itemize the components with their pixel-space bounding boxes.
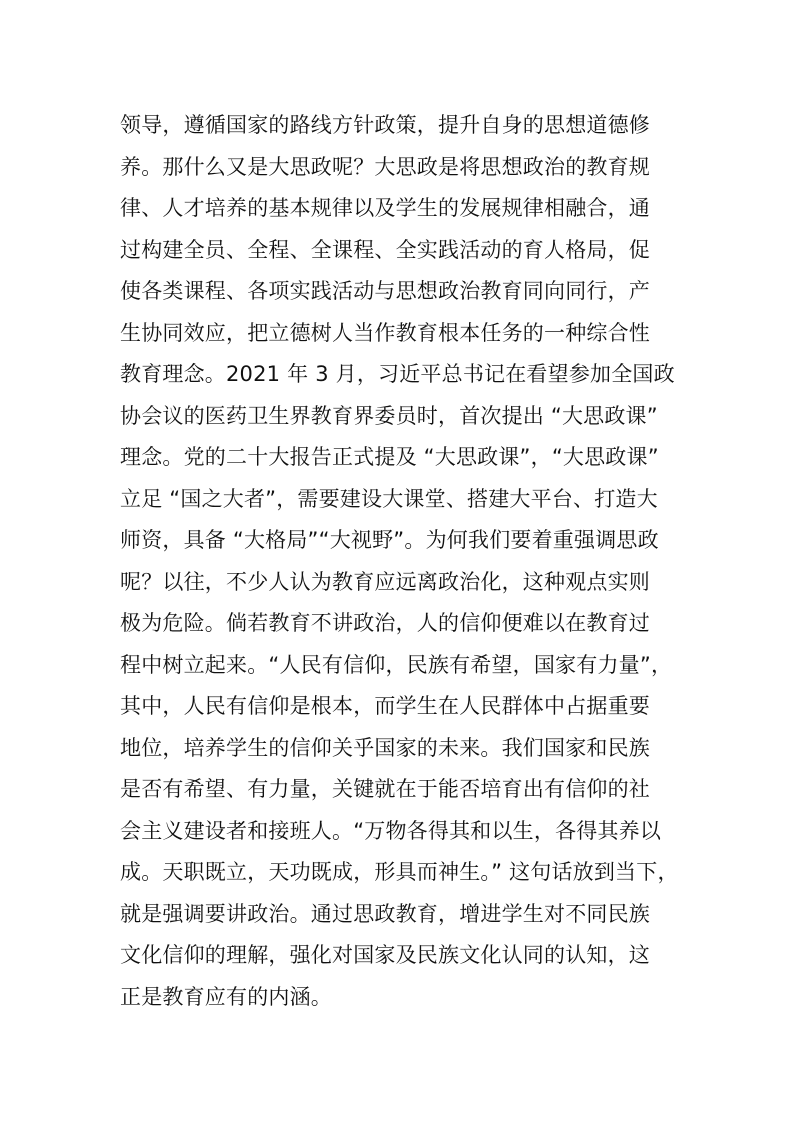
text-line: 生协同效应，把立德树人当作教育根本任务的一种综合性 [120,320,650,345]
text-line: 教育理念。2021 年 3 月，习近平总书记在看望参加全国政 [120,362,675,386]
text-line: 协会议的医药卫生界教育界委员时，首次提出 “大思政课” [120,403,658,428]
text-line: 使各类课程、各项实践活动与思想政治教育同向同行，产 [120,279,650,303]
text-line: 就是强调要讲政治。通过思政教育，增进学生对不同民族 [120,901,650,926]
text-line: 过构建全员、全程、全课程、全实践活动的育人格局，促 [120,237,650,262]
text-line: 地位，培养学生的信仰关乎国家的未来。我们国家和民族 [120,735,650,760]
text-line: 呢？以往，不少人认为教育应远离政治化，这种观点实则 [120,569,650,594]
text-line: 理念。党的二十大报告正式提及 “大思政课”，“大思政课” [120,445,659,469]
text-line: 养。那什么又是大思政呢？大思政是将思想政治的教育规 [120,154,650,179]
text-line: 领导，遵循国家的路线方针政策，提升自身的思想道德修 [120,113,650,137]
text-line: 文化信仰的理解，强化对国家及民族文化认同的认知，这 [120,943,650,967]
text-line: 成。天职既立，天功既成，形具而神生。” 这句话放到当下， [120,860,679,884]
text-line: 程中树立起来。“人民有信仰，民族有希望，国家有力量”， [120,652,673,677]
text-line: 律、人才培养的基本规律以及学生的发展规律相融合，通 [120,196,650,220]
text-line: 立足 “国之大者”，需要建设大课堂、搭建大平台、打造大 [120,486,658,511]
text-line: 师资，具备 “大格局”“大视野”。为何我们要着重强调思政 [120,528,659,552]
text-line: 会主义建设者和接班人。“万物各得其和以生，各得其养以 [120,818,662,843]
text-line: 正是教育应有的内涵。 [120,984,332,1009]
body-paragraph [120,105,720,1018]
text-line: 其中，人民有信仰是根本，而学生在人民群体中占据重要 [120,694,650,718]
text-line: 极为危险。倘若教育不讲政治，人的信仰便难以在教育过 [120,611,650,635]
text-line: 是否有希望、有力量，关键就在于能否培育出有信仰的社 [120,777,650,801]
